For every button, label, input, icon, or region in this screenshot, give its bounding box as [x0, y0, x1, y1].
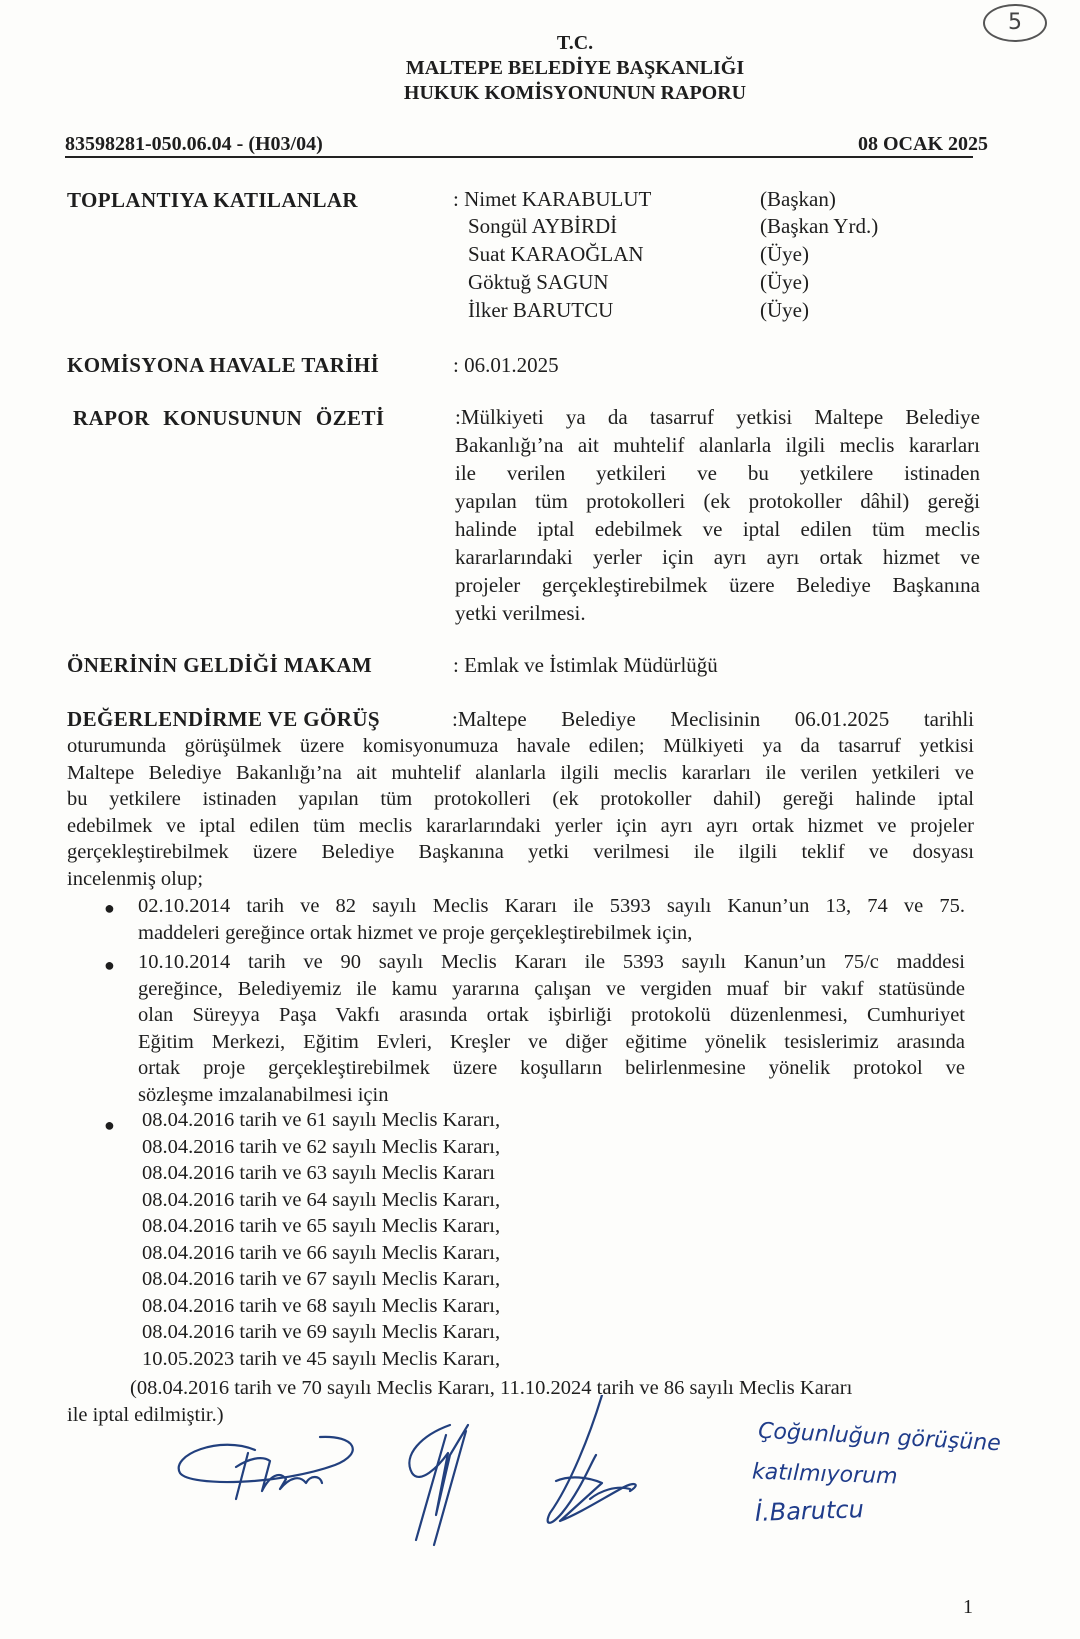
member-role: (Başkan Yrd.)	[760, 214, 879, 238]
summary-line: kararlarındaki yerler için ayrı ayrı ortak hizmet ve	[455, 545, 980, 569]
summary-line: projeler gerçekleştirebilmek üzere Belediye Başkanına	[455, 573, 980, 597]
signature-2	[409, 1425, 468, 1545]
bullet-line: Eğitim Merkezi, Eğitim Evleri, Kreşler ve diğer eğitime yönelik tesislerimiz arasında	[138, 1030, 965, 1053]
bullet-line: ortak proje gerçekleştirebilmek üzere koşulların belirlenmesine yönelik protokol ve	[138, 1057, 965, 1079]
summary-text	[455, 403, 980, 627]
summary-line: :Mülkiyeti ya da tasarruf yetkisi Maltepe Belediye	[455, 405, 980, 429]
evaluation-line: incelenmiş olup;	[67, 867, 204, 890]
evaluation-line: edebilmek ve iptal edilen tüm meclis kararlarındaki yerler için ayrı ayrı ortak hizmet ve projeler	[67, 814, 974, 837]
referral-date: : 06.01.2025	[453, 353, 559, 377]
member-name: İlker BARUTCU	[468, 298, 614, 322]
header-report-title: HUKUK KOMİSYONUNUN RAPORU	[403, 82, 747, 104]
bullet-line: maddeleri gereğince ortak hizmet ve proje gerçekleştirebilmek için,	[138, 921, 693, 944]
referral-label: KOMİSYONA HAVALE TARİHİ	[67, 353, 380, 377]
evaluation-line: gerçekleştirebilmek üzere Belediye Başkanına yetki verilmesi ile ilgili teklif ve dosyası	[67, 841, 974, 863]
decision-item: 08.04.2016 tarih ve 65 sayılı Meclis Kararı,	[142, 1215, 501, 1237]
evaluation-body	[67, 733, 974, 892]
summary-line: yetki verilmesi.	[455, 601, 586, 625]
summary-line: halinde iptal edebilmek ve iptal edilen tüm meclis	[455, 517, 980, 541]
bullet-icon: ●	[104, 898, 115, 918]
member-role: (Üye)	[760, 270, 809, 294]
header-divider	[65, 156, 973, 158]
header-country: T.C.	[556, 32, 594, 54]
source-value: : Emlak ve İstimlak Müdürlüğü	[453, 653, 718, 677]
member-name: : Nimet KARABULUT	[453, 187, 652, 211]
bullet-line: sözleşme imzalanabilmesi için	[138, 1083, 389, 1106]
member-name: Songül AYBİRDİ	[468, 214, 618, 238]
signature-3	[548, 1395, 636, 1523]
handwritten-signature: İ.Barutcu	[754, 1495, 865, 1527]
evaluation-line: Maltepe Belediye Bakanlığı’na ait muhtelif alanlarla ilgili meclis kararları ile verilen yetkileri ve	[67, 761, 974, 784]
decision-item: 08.04.2016 tarih ve 69 sayılı Meclis Kararı,	[142, 1321, 501, 1343]
bullet-line: olan Süreyya Paşa Vakfı arasında ortak işbirliği protokolü düzenlenmesi, Cumhuriyet	[138, 1004, 965, 1026]
cancellation-note: (08.04.2016 tarih ve 70 sayılı Meclis Kararı, 11.10.2024 tarih ve 86 sayılı Meclis Kararı	[130, 1377, 853, 1399]
summary-label: RAPOR KONUSUNUN ÖZETİ	[73, 406, 385, 430]
summary-line: yapılan tüm protokolleri (ek protokoller dâhil) gereği	[455, 489, 980, 513]
decision-item: 08.04.2016 tarih ve 66 sayılı Meclis Kararı,	[142, 1241, 501, 1264]
decision-item: 08.04.2016 tarih ve 68 sayılı Meclis Kararı,	[142, 1294, 501, 1317]
summary-line: Bakanlığı’na ait muhtelif alanlarla ilgili meclis kararları	[455, 433, 980, 457]
page-number: 1	[963, 1596, 973, 1618]
summary-line: ile verilen yetkileri ve bu yetkilere istinaden	[455, 461, 980, 485]
corner-mark-number: 5	[1008, 10, 1022, 35]
decision-item: 08.04.2016 tarih ve 61 sayılı Meclis Kararı,	[142, 1109, 501, 1131]
bullet-icon: ●	[104, 955, 115, 975]
participants-label: TOPLANTIYA KATILANLAR	[67, 188, 358, 212]
evaluation-label: DEĞERLENDİRME VE GÖRÜŞ	[67, 707, 380, 731]
bullet-line: 02.10.2014 tarih ve 82 sayılı Meclis Kararı ile 5393 sayılı Kanun’un 13, 74 ve 75.	[138, 895, 965, 917]
member-role: (Üye)	[760, 298, 809, 322]
reference-number: 83598281-050.06.04 - (H03/04)	[65, 133, 323, 155]
bullet-icon: ●	[104, 1115, 115, 1135]
decision-item: 08.04.2016 tarih ve 64 sayılı Meclis Kararı,	[142, 1188, 501, 1211]
bullet-item-1	[138, 893, 965, 946]
decision-item: 08.04.2016 tarih ve 62 sayılı Meclis Kararı,	[142, 1135, 501, 1158]
bullet-line: 10.10.2014 tarih ve 90 sayılı Meclis Kararı ile 5393 sayılı Kanun’un 75/c maddesi	[138, 951, 965, 973]
handwritten-note-line2: katılmıyorum	[751, 1459, 898, 1490]
bullet-line: gereğince, Belediyemiz ile kamu yararına çalışan ve vergiden muaf bir vakıf statüsünde	[138, 977, 965, 1000]
member-role: (Üye)	[760, 242, 809, 266]
signature-1	[179, 1437, 353, 1499]
decision-item: 08.04.2016 tarih ve 67 sayılı Meclis Kararı,	[142, 1268, 501, 1290]
member-role: (Başkan)	[760, 187, 836, 211]
report-date: 08 OCAK 2025	[858, 133, 988, 155]
member-name: Suat KARAOĞLAN	[468, 242, 644, 266]
bullet-item-2	[138, 949, 965, 1108]
evaluation-line: oturumunda görüşülmek üzere komisyonumuza havale edilen; Mülkiyeti ya da tasarruf yetkisi	[67, 735, 974, 757]
cancellation-note-end: ile iptal edilmiştir.)	[67, 1404, 224, 1426]
handwritten-note-line1: Çoğunluğun görüşüne	[757, 1418, 1002, 1457]
member-name: Göktuğ SAGUN	[468, 270, 609, 294]
decision-item: 10.05.2023 tarih ve 45 sayılı Meclis Kararı,	[142, 1347, 501, 1370]
header-institution: MALTEPE BELEDİYE BAŞKANLIĞI	[405, 57, 745, 79]
evaluation-line: bu yetkilere istinaden yapılan tüm protokolleri (ek protokoller dahil) gereği halinde iptal	[67, 788, 974, 810]
evaluation-first-line: :Maltepe Belediye Meclisinin 06.01.2025 tarihli	[452, 707, 974, 731]
decision-item: 08.04.2016 tarih ve 63 sayılı Meclis Kararı	[142, 1162, 495, 1184]
source-label: ÖNERİNİN GELDİĞİ MAKAM	[67, 653, 373, 677]
